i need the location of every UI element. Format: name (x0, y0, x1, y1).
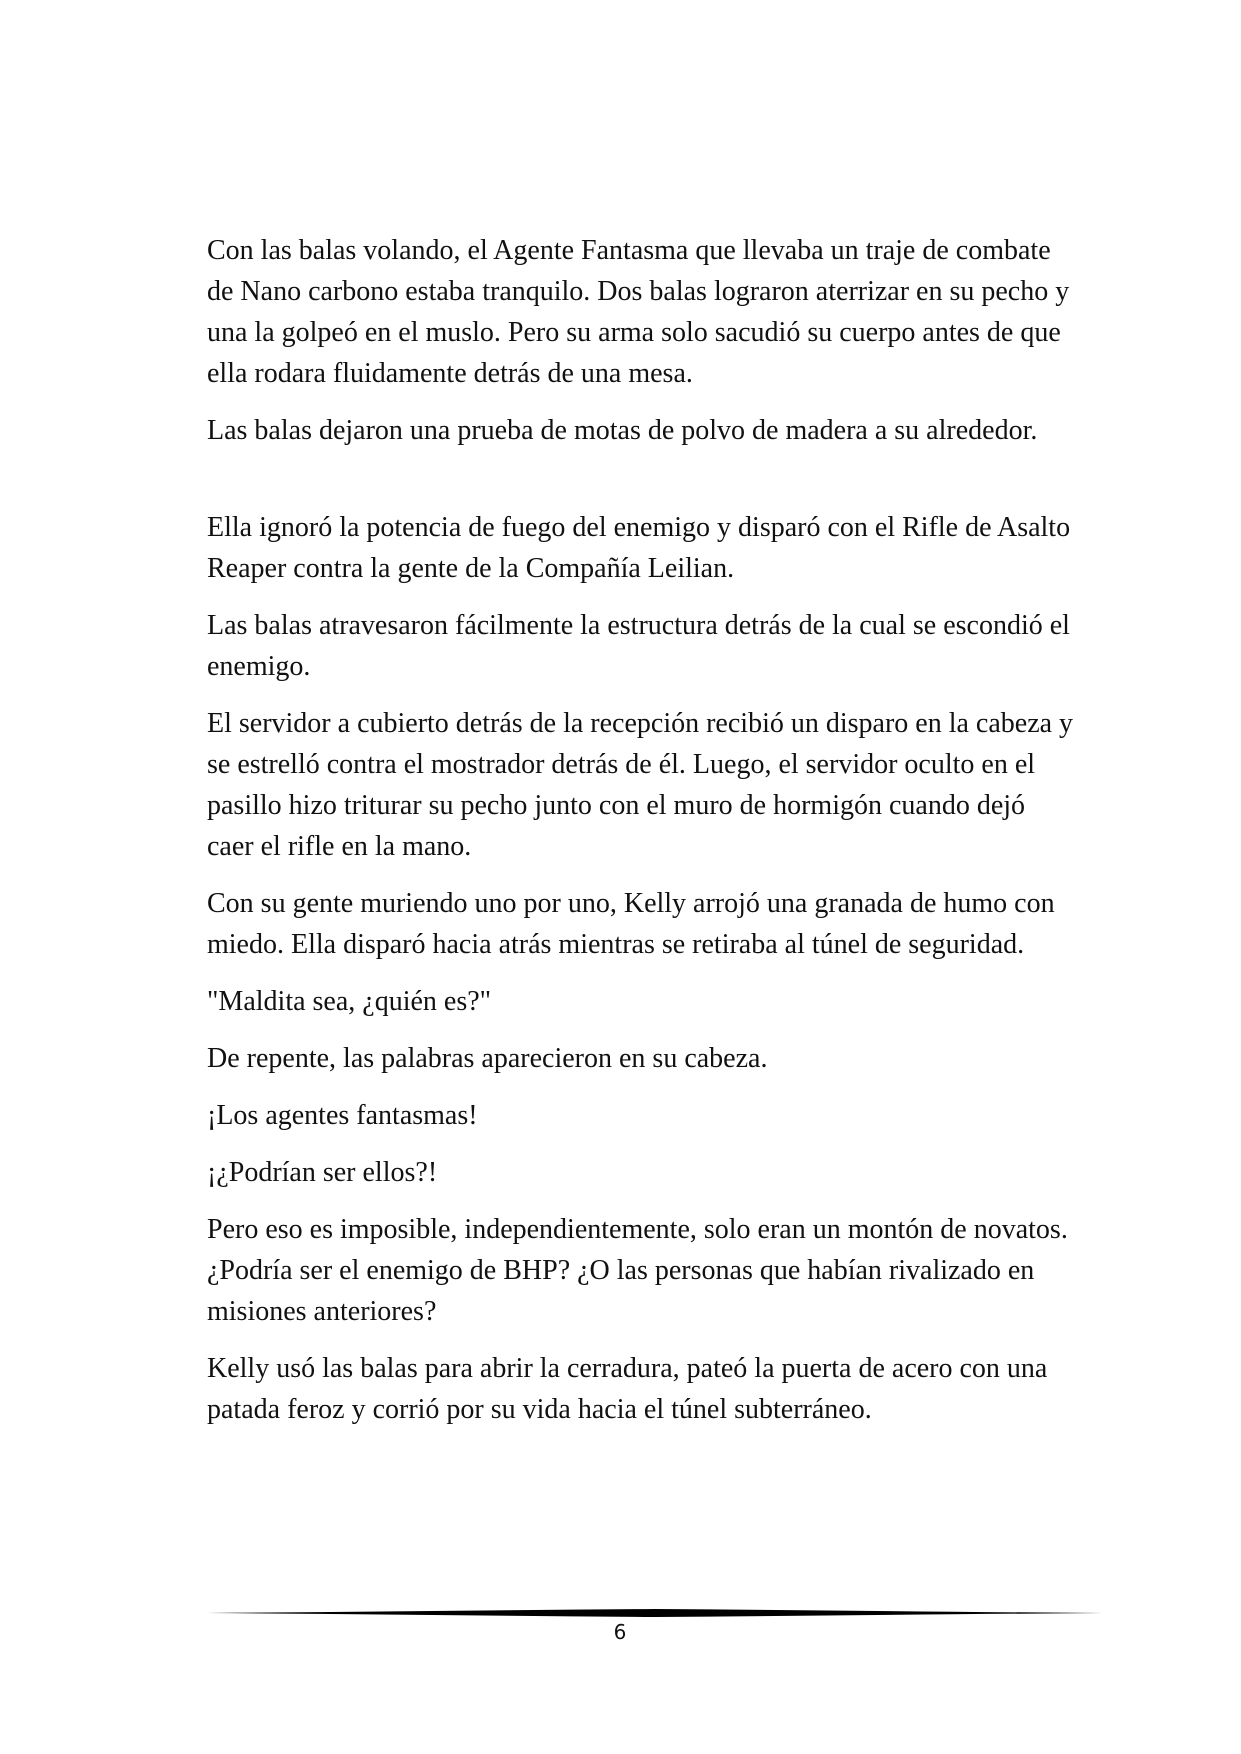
paragraph: Pero eso es imposible, independientemente, solo eran un montón de novatos. ¿Podría ser el enemigo de BHP? ¿O las personas que habían rivalizado en misiones anteriores? (207, 1214, 1068, 1327)
paragraph: El servidor a cubierto detrás de la recepción recibió un disparo en la cabeza y se estrelló contra el mostrador detrás de él. Luego, el servidor oculto en el pasillo hizo triturar su pecho junto con el muro de hormigón cuando dejó caer el rifle en la mano. (207, 708, 1074, 862)
paragraph: "Maldita sea, ¿quién es?" (207, 986, 492, 1017)
page-number: 6 (613, 1620, 627, 1644)
paragraph: Con las balas volando, el Agente Fantasma que llevaba un traje de combate de Nano carbono estaba tranquilo. Dos balas lograron aterrizar en su pecho y una la golpeó en el muslo. Pero su arma solo sacudió su cuerpo antes de que ella rodara fluidamente detrás de una mesa. (207, 235, 1070, 389)
footer-divider (207, 1607, 1103, 1619)
paragraph: Con su gente muriendo uno por uno, Kelly arrojó una granada de humo con miedo. Ella disparó hacia atrás mientras se retiraba al túnel de seguridad. (207, 888, 1055, 960)
paragraph: Kelly usó las balas para abrir la cerradura, pateó la puerta de acero con una patada feroz y corrió por su vida hacia el túnel subterráneo. (207, 1353, 1048, 1425)
paragraph: ¡¿Podrían ser ellos?! (207, 1157, 438, 1188)
paragraph: Ella ignoró la potencia de fuego del enemigo y disparó con el Rifle de Asalto Reaper contra la gente de la Compañía Leilian. (207, 512, 1071, 584)
paragraph: Las balas atravesaron fácilmente la estructura detrás de la cual se escondió el enemigo. (207, 610, 1070, 682)
paragraph: Las balas dejaron una prueba de motas de polvo de madera a su alrededor. (207, 415, 1038, 446)
paragraph: De repente, las palabras aparecieron en su cabeza. (207, 1043, 768, 1074)
paragraph: ¡Los agentes fantasmas! (207, 1100, 478, 1131)
body-text (207, 230, 1077, 1446)
